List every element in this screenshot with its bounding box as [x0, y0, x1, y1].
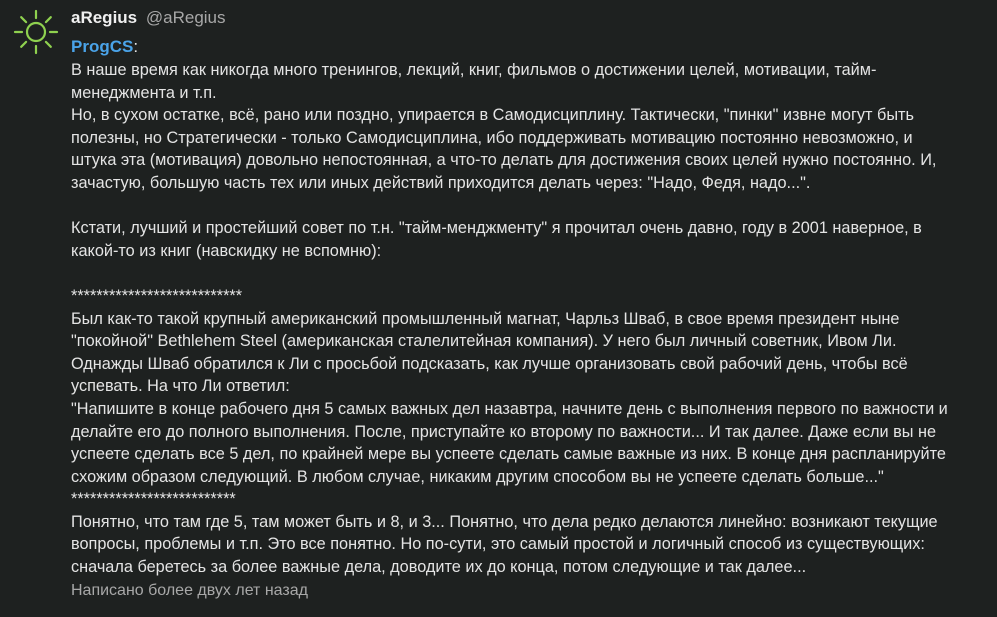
body-line: Был как-то такой крупный американский промышленный магнат, Чарльз Шваб, в свое время президент ныне: [71, 309, 900, 328]
paragraph-gap: [71, 262, 986, 285]
post-timestamp: Написано более двух лет назад: [71, 581, 308, 599]
body-line: Однажды Шваб обратился к Ли с просьбой подсказать, как лучше организовать свой рабочий день, чтобы всё: [71, 354, 908, 373]
body-line: какой-то из книг (навскидку не вспомню):: [71, 241, 382, 260]
body-line: полезны, но Стратегически - только Самодисциплина, ибо поддерживать мотивацию постоянно невозможно, и: [71, 128, 913, 147]
separator-stars: ***************************: [71, 286, 243, 305]
paragraph-gap: [71, 195, 986, 218]
body-line: зачастую, большую часть тех или иных действий приходится делать через: "Надо, Федя, надо...".: [71, 173, 811, 192]
reply-to-link[interactable]: ProgCS: [71, 37, 134, 56]
post-body: [71, 59, 986, 579]
body-line: Кстати, лучший и простейший совет по т.н. "тайм-менджменту" я прочитал очень давно, году в 2001 наверное, в: [71, 219, 922, 238]
sun-avatar-icon[interactable]: [12, 8, 60, 56]
body-line: В наше время как никогда много тренингов, лекций, книг, фильмов о достижении целей, мотивации, тайм-: [71, 61, 877, 79]
body-line: "Напишите в конце рабочего дня 5 самых важных дел назавтра, начните день с выполнения первого по важности и: [71, 399, 948, 418]
reply-colon: :: [133, 37, 139, 56]
post-content: [71, 6, 986, 602]
author-name[interactable]: aRegius: [71, 8, 138, 27]
body-line: успевать. На что Ли ответил:: [71, 377, 290, 396]
body-line: делайте его до полного выполнения. После, приступайте ко второму по важности... И так далее. Даже если вы не: [71, 422, 937, 441]
post-header: [71, 6, 986, 30]
author-handle: @aRegius: [145, 8, 226, 27]
body-line: "покойной" Bethlehem Steel (американская сталелитейная компания). У него был личный советник, Ивом Ли.: [71, 332, 897, 351]
body-line: Но, в сухом остатке, всё, рано или поздно, упирается в Самодисциплину. Тактически, "пинки" извне могут быть: [71, 106, 914, 125]
body-line: сначала беретесь за более важные дела, доводите их до конца, потом следующие и так далее...: [71, 558, 807, 577]
body-line: успеете сделать все 5 дел, по крайней мере вы успеете сделать самые важные из них. В конце дня распланируйте: [71, 445, 946, 464]
body-line: менеджмента и т.п.: [71, 83, 217, 102]
body-line: Понятно, что там где 5, там может быть и 8, и 3... Понятно, что дела редко делаются линейно: возникают текущие: [71, 512, 938, 531]
body-line: штука эта (мотивация) довольно непостоянная, а что-то делать для достижения своих целей нужно постоянно. И,: [71, 151, 937, 170]
reply-line: [71, 35, 986, 59]
separator-stars: **************************: [71, 490, 236, 509]
body-line: схожим образом следующий. В любом случае, никаким другим способом вы не успеете сделать больше...": [71, 467, 884, 486]
body-line: вопросы, проблемы и т.п. Это все понятно. Но по-сути, это самый простой и логичный способ из существующих:: [71, 535, 925, 554]
